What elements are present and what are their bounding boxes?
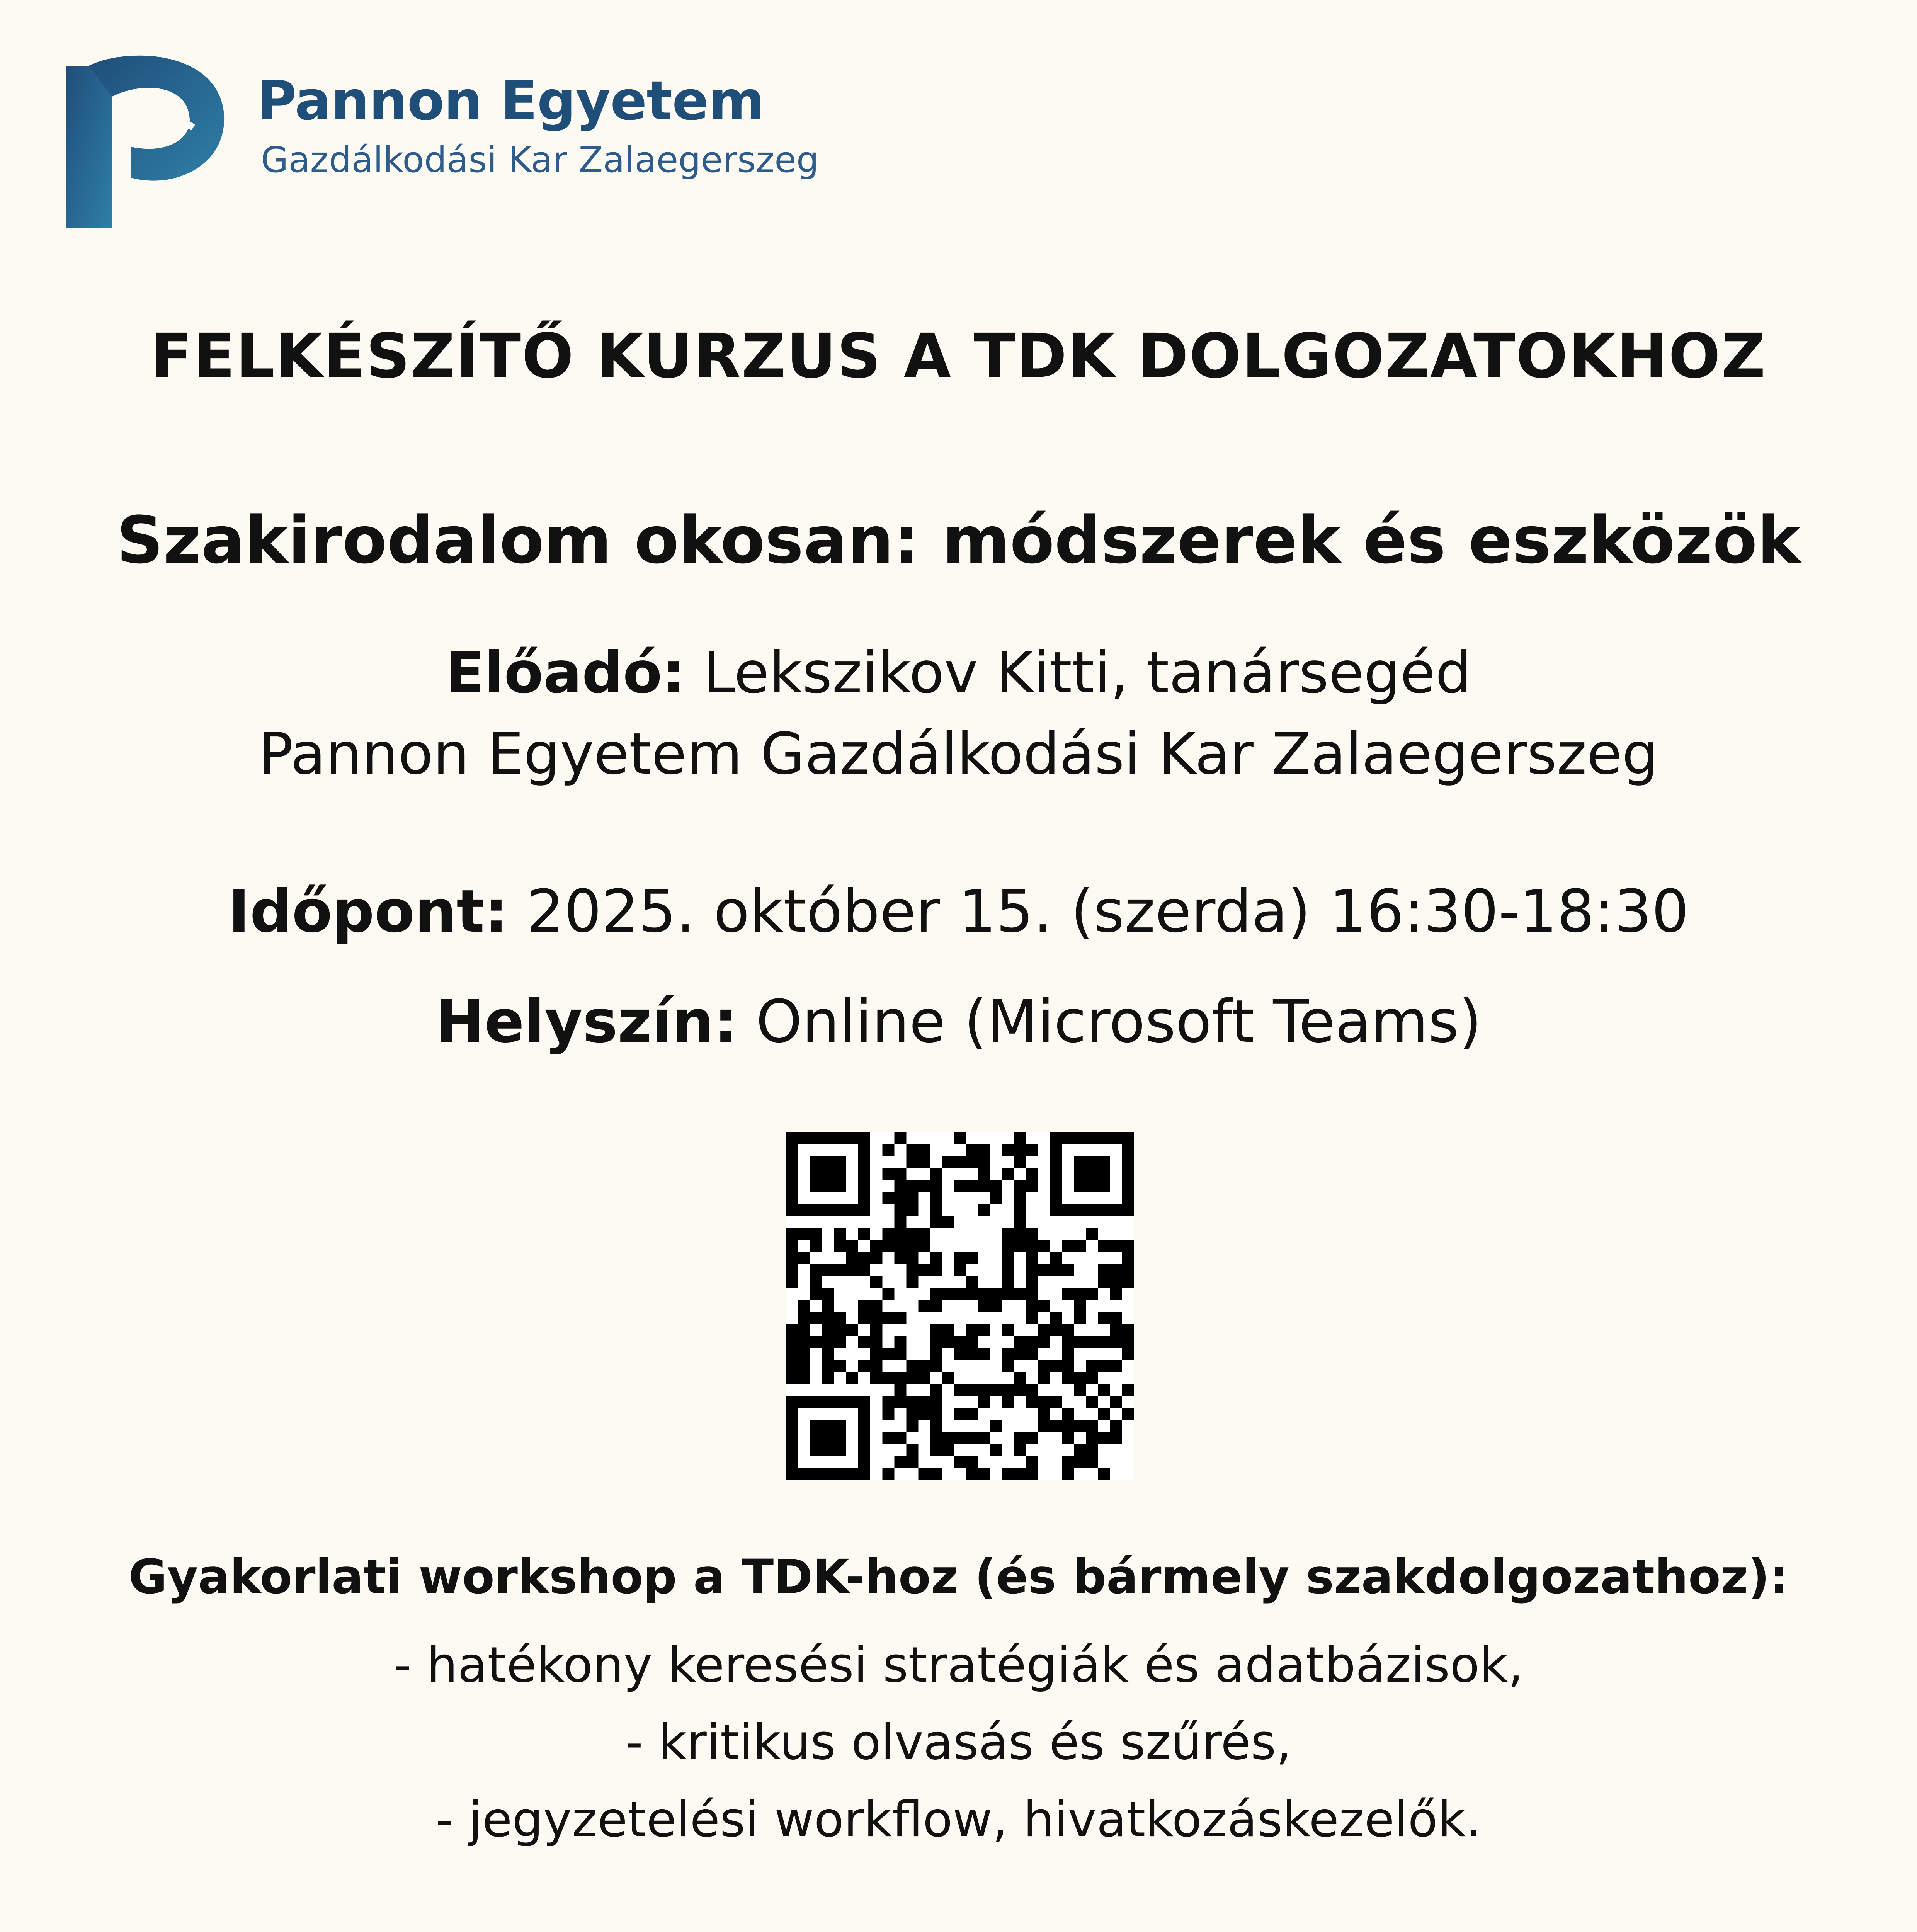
time-value: 2025. október 15. (szerda) 16:30-18:30	[527, 877, 1689, 946]
pannon-logo-icon	[66, 50, 228, 228]
main-title: FELKÉSZÍTŐ KURZUS A TDK DOLGOZATOKHOZ	[151, 321, 1766, 392]
faculty-name: Gazdálkodási Kar Zalaegerszeg	[261, 139, 819, 180]
workshop-item: - kritikus olvasás és szűrés,	[625, 1714, 1292, 1770]
workshop-item: - jegyzetelési workflow, hivatkozáskezelők.	[435, 1791, 1482, 1848]
subtitle: Szakirodalom okosan: módszerek és eszközök	[116, 502, 1801, 578]
time-label: Időpont:	[228, 877, 508, 946]
presenter-label: Előadó:	[445, 639, 685, 706]
place-value: Online (Microsoft Teams)	[756, 987, 1482, 1056]
workshop-title: Gyakorlati workshop a TDK-hoz (és bármely szakdolgozathoz):	[128, 1549, 1789, 1604]
place-label: Helyszín:	[435, 987, 737, 1056]
place-line	[0, 987, 1917, 1056]
workshop-item: - hatékony keresési stratégiák és adatbázisok,	[393, 1636, 1524, 1693]
presenter-value: Lekszikov Kitti, tanársegéd	[703, 639, 1472, 706]
time-line	[0, 877, 1917, 946]
qr-code-icon[interactable]	[786, 1132, 1134, 1480]
presenter-line	[0, 639, 1917, 706]
university-name: Pannon Egyetem	[257, 70, 765, 133]
presenter-organization: Pannon Egyetem Gazdálkodási Kar Zalaegerszeg	[259, 721, 1658, 787]
